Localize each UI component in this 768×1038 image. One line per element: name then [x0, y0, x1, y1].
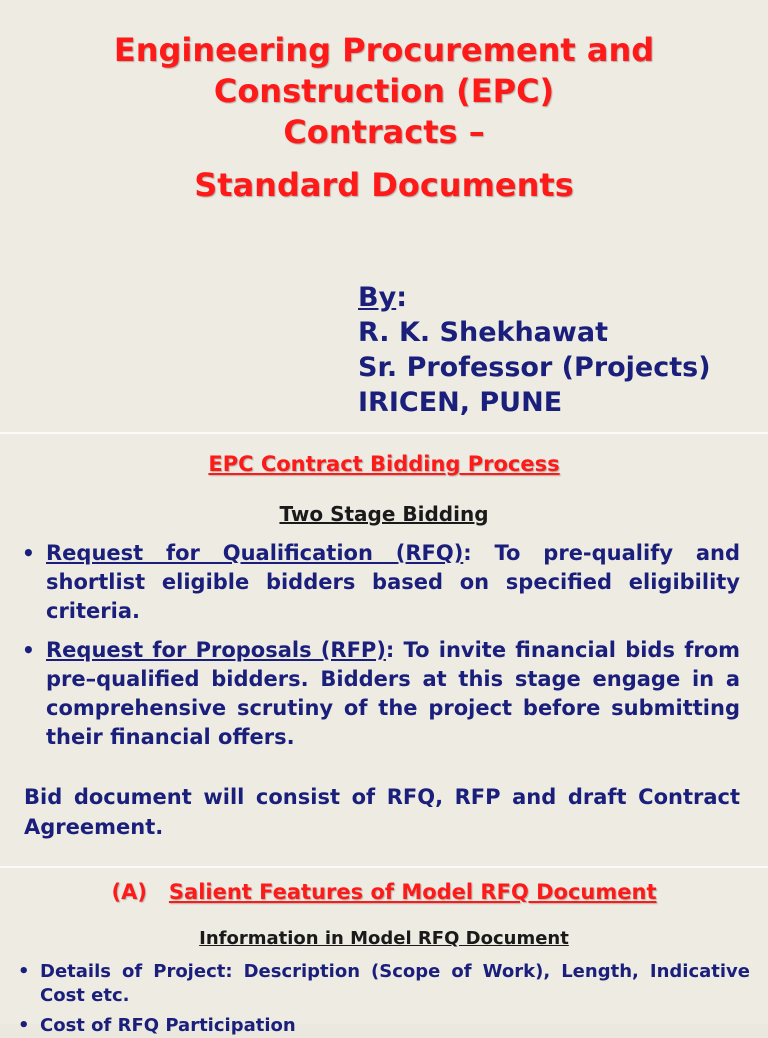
slide-bidding-process — [0, 434, 768, 866]
bullet-project-details: • Details of Project: Description (Scope of Work), Length, Indicative Cost etc. — [40, 960, 750, 1008]
bid-document-paragraph: Bid document will consist of RFQ, RFP and draft Contract Agreement. — [24, 785, 740, 839]
title-line-4: Standard Documents — [194, 166, 574, 204]
title-line-2: Construction (EPC) — [213, 72, 555, 110]
slide-title — [0, 0, 768, 432]
by-colon: : — [396, 282, 407, 313]
bullet-rfq-cost: • Cost of RFQ Participation — [40, 1014, 750, 1038]
bullet-term: Request for Proposals (RFP) — [46, 638, 386, 662]
bullet-term: Request for Qualification (RFQ) — [46, 541, 464, 565]
slide-subheading: Two Stage Bidding — [279, 502, 489, 526]
title-line-1: Engineering Procurement and — [113, 31, 655, 69]
slide-heading: EPC Contract Bidding Process — [208, 452, 560, 476]
slide-rfq-features — [0, 868, 768, 1036]
bullet-rfq — [46, 539, 740, 626]
by-line — [358, 280, 711, 315]
slide-subheading: Information in Model RFQ Document — [199, 928, 569, 949]
presentation-title — [0, 30, 768, 206]
bullet-text: : To pre-qualify and shortlist eligible bidders based on specified eligibility criteria. — [46, 541, 740, 623]
heading-prefix: (A) — [111, 880, 147, 904]
by-label: By — [358, 282, 397, 313]
slide-heading — [0, 880, 768, 904]
author-designation: Sr. Professor (Projects) — [358, 352, 711, 383]
author-block — [358, 280, 711, 420]
bullet-text: : To invite financial bids from pre–qualified bidders. Bidders at this stage engage in a comprehensive scrutiny of the project before submitting their financial offers. — [46, 638, 740, 749]
author-name: R. K. Shekhawat — [358, 317, 608, 348]
heading-text: Salient Features of Model RFQ Document — [168, 880, 657, 904]
author-institute: IRICEN, PUNE — [358, 387, 563, 418]
bullet-rfp — [46, 636, 740, 752]
title-line-3: Contracts – — [283, 113, 485, 151]
